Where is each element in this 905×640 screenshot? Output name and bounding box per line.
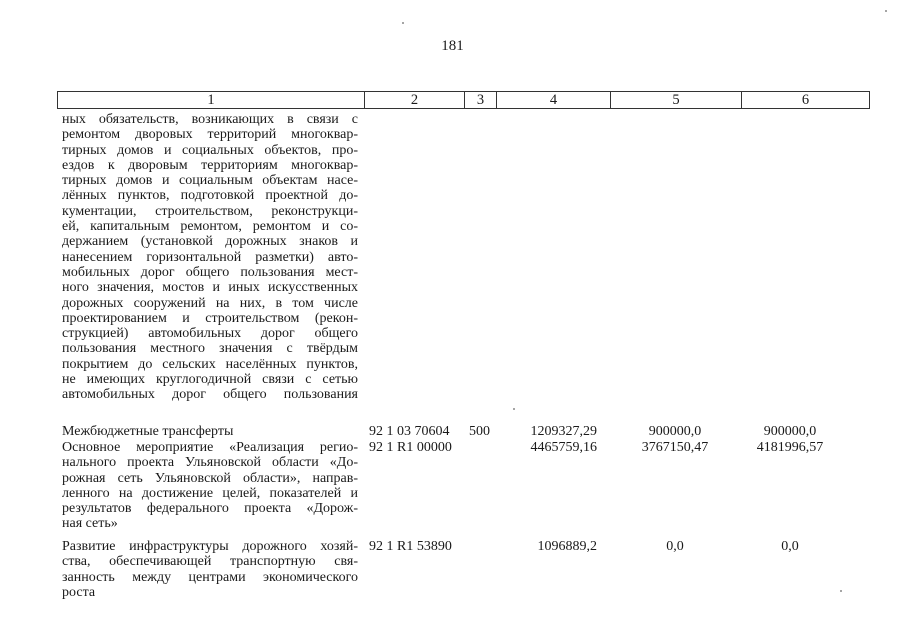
header-col-6: 6	[741, 92, 869, 108]
description-line: проектированием и строительством (рекон-	[62, 310, 358, 326]
description-line: ных обязательств, возникающих в связи с	[62, 112, 358, 127]
amount-col-5: 0,0	[666, 539, 684, 554]
row-description	[62, 424, 358, 439]
description-line: ного значения, мостов и иных искусственных	[62, 280, 358, 296]
description-line: струкцией) автомобильных дорог общего	[62, 326, 358, 342]
row-description	[62, 539, 358, 600]
table-header-row	[57, 91, 870, 109]
description-line: ремонтом дворовых территорий многоквар-	[62, 127, 358, 143]
description-line: результатов федерального проекта «Дорож-	[62, 501, 358, 517]
description-line: Развитие инфраструктуры дорожного хозяй-	[62, 539, 358, 554]
amount-col-5: 3767150,47	[641, 440, 709, 455]
description-line: держанием (установкой дорожных знаков и	[62, 234, 358, 250]
description-line: занность между центрами экономического	[62, 569, 358, 585]
amount-col-5: 900000,0	[648, 424, 702, 439]
budget-code: 92 1 03 70604	[369, 424, 450, 439]
description-line: тирных домов и социальным объектам насе-	[62, 173, 358, 189]
description-line: рожная сеть Ульяновской области», направ-	[62, 470, 358, 486]
description-line: Межбюджетные трансферты	[62, 424, 234, 439]
description-line: пользования местного значения с твёрдым	[62, 341, 358, 357]
description-line: автомобильных дорог общего пользования	[62, 387, 358, 403]
description-line: мобильных дорог общего пользования мест-	[62, 264, 358, 280]
header-col-4: 4	[496, 92, 610, 108]
amount-col-6: 4181996,57	[756, 440, 824, 455]
header-col-1: 1	[207, 92, 215, 108]
description-line: ей, капитальным ремонтом, ремонтом и со-	[62, 219, 358, 235]
description-line: дорожных сооружений на них, в том числе	[62, 295, 358, 311]
description-line: кументации, строительством, реконструкци-	[62, 203, 358, 219]
description-line: Основное мероприятие «Реализация регио-	[62, 440, 358, 455]
budget-code: 92 1 R1 00000	[369, 440, 452, 455]
amount-col-6: 0,0	[781, 539, 799, 554]
expense-type: 500	[469, 424, 490, 439]
description-line: не имеющих круглогодичной связи с сетью	[62, 372, 358, 388]
description-line: покрытием до сельских населённых пунктов,	[62, 356, 358, 372]
description-line: нанесением горизонтальной разметки) авто-	[62, 249, 358, 265]
amount-col-4: 4465759,16	[530, 440, 597, 455]
amount-col-4: 1209327,29	[530, 424, 597, 439]
scan-speck	[885, 10, 887, 12]
amount-col-6: 900000,0	[763, 424, 817, 439]
description-line: роста	[62, 584, 96, 600]
description-line: нального проекта Ульяновской области «До-	[62, 455, 358, 471]
description-line: ная сеть»	[62, 516, 118, 532]
budget-code: 92 1 R1 53890	[369, 539, 452, 554]
description-line: тирных домов и социальных объектов, про-	[62, 142, 358, 158]
scan-speck	[840, 590, 842, 592]
row-description	[62, 112, 358, 403]
description-line: ства, обеспечивающей транспортную свя-	[62, 554, 358, 570]
page-number: 181	[441, 38, 464, 54]
description-line: ездов к дворовым территориям многоквар-	[62, 157, 358, 173]
header-col-5: 5	[610, 92, 741, 108]
description-line: лённых пунктов, подготовкой проектной до-	[62, 188, 358, 204]
description-line: ленного на достижение целей, показателей и	[62, 485, 358, 501]
scan-speck	[402, 22, 404, 24]
header-col-2: 2	[364, 92, 464, 108]
amount-col-4: 1096889,2	[537, 539, 597, 554]
row-description	[62, 440, 358, 532]
scan-speck	[513, 408, 515, 410]
header-col-3: 3	[464, 92, 496, 108]
